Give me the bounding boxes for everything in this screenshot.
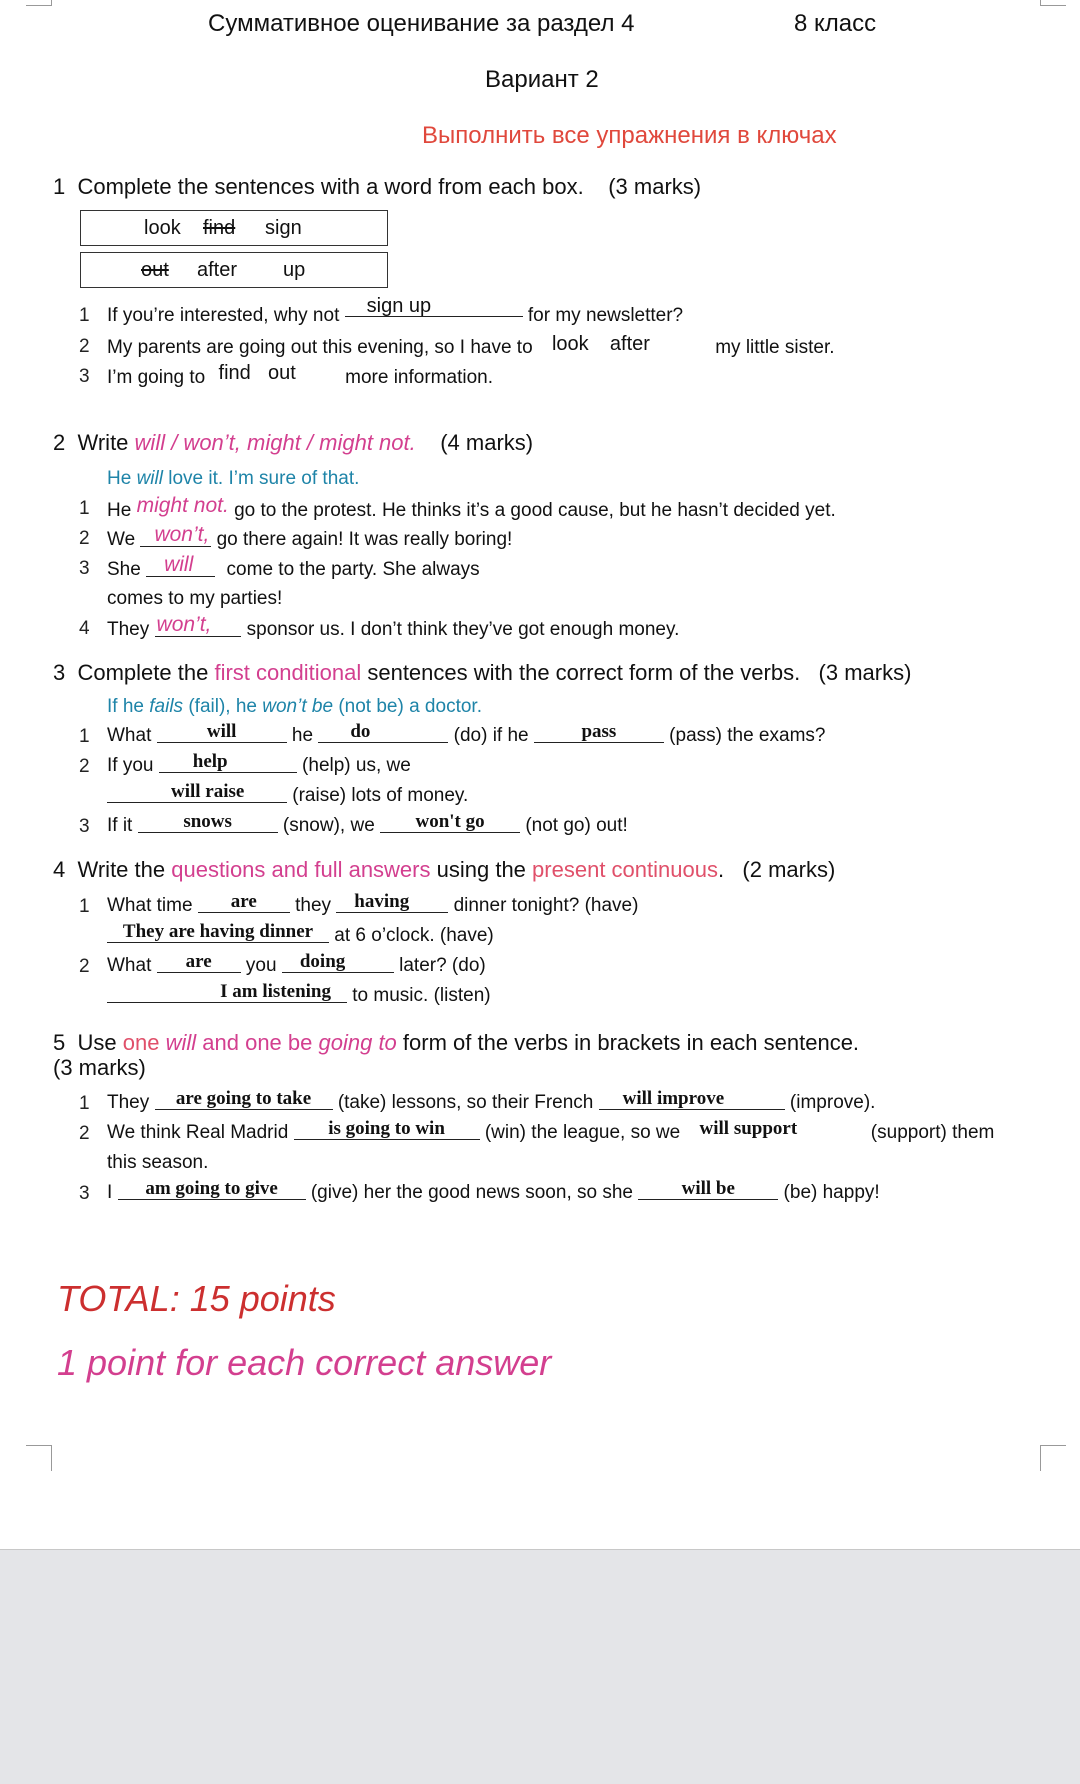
exercise-marks: (3 marks) bbox=[818, 660, 912, 685]
sentence-text: We bbox=[107, 529, 136, 550]
exercise-number: 2 bbox=[53, 430, 66, 455]
sentence-text: to music. (listen) bbox=[352, 985, 491, 1006]
sentence-text: We think Real Madrid bbox=[107, 1122, 289, 1143]
sentence-text: (help) us, we bbox=[302, 755, 411, 776]
answer-blank: are bbox=[157, 952, 241, 973]
sentence-continuation bbox=[107, 981, 491, 1006]
sentence bbox=[107, 721, 826, 746]
answer-blank: will bbox=[157, 722, 287, 743]
exercise-title: Complete the sentences with a word from each box. bbox=[77, 174, 584, 199]
page-corner-mark bbox=[26, 0, 52, 6]
exercise-marks: (3 marks) bbox=[608, 174, 702, 199]
sentence bbox=[107, 951, 486, 976]
exercise-marks: (3 marks) bbox=[53, 1055, 146, 1080]
exercise-title: Use bbox=[77, 1030, 117, 1055]
answer-blank: I am listening bbox=[107, 982, 347, 1003]
answer-blank: will be bbox=[638, 1179, 778, 1200]
sentence-continuation: comes to my parties! bbox=[107, 588, 283, 609]
example-text: (fail), he bbox=[188, 696, 257, 717]
sentence-text: What bbox=[107, 725, 152, 746]
exercise-title-highlight: will / won’t, might / might not. bbox=[134, 430, 416, 455]
sentence-text: If it bbox=[107, 815, 133, 836]
box-word: look bbox=[144, 217, 181, 239]
sentence bbox=[107, 1118, 995, 1143]
sentence-text: She bbox=[107, 559, 141, 580]
answer-blank: They are having dinner bbox=[107, 922, 329, 943]
exercise-marks: (4 marks) bbox=[440, 430, 534, 455]
answer-blank: will raise bbox=[107, 782, 287, 803]
sentence-text: (snow), we bbox=[282, 815, 375, 836]
exercise-title: Complete the bbox=[77, 660, 209, 685]
item-number: 1 bbox=[79, 498, 90, 519]
answer-blank: doing bbox=[282, 952, 394, 973]
item-number: 2 bbox=[79, 1123, 90, 1144]
sentence-text: (win) the league, so we bbox=[484, 1122, 681, 1143]
page-title: Суммативное оценивание за раздел 4 bbox=[208, 10, 635, 37]
answer-word: out bbox=[268, 362, 296, 384]
sentence-text: They bbox=[107, 1092, 150, 1113]
sentence bbox=[107, 613, 680, 640]
handwritten-answer: will bbox=[146, 554, 215, 577]
sentence-text: (take) lessons, so their French bbox=[337, 1092, 594, 1113]
sentence bbox=[107, 1088, 876, 1113]
sentence-text: more information. bbox=[345, 367, 493, 388]
sentence bbox=[107, 811, 628, 836]
total-points: TOTAL: 15 points bbox=[57, 1278, 336, 1319]
sentence bbox=[107, 362, 493, 388]
example-sentence bbox=[107, 468, 359, 490]
answer-word: find bbox=[218, 362, 251, 384]
sentence-text: They bbox=[107, 619, 150, 640]
exercise-number: 4 bbox=[53, 857, 66, 882]
item-number: 2 bbox=[79, 528, 90, 549]
answer-blank: having bbox=[336, 892, 448, 913]
example-text: (not be) a doctor. bbox=[338, 696, 482, 717]
sentence-continuation bbox=[107, 781, 469, 806]
sentence-text: sponsor us. I don’t think they’ve got enough money. bbox=[246, 619, 680, 640]
example-sentence bbox=[107, 696, 482, 718]
answer-blank: are going to take bbox=[155, 1089, 333, 1110]
grade-label: 8 класс bbox=[794, 10, 877, 37]
exercise-title: Write the bbox=[77, 857, 166, 882]
answer-word: after bbox=[609, 333, 650, 355]
answer-blank: sign up bbox=[345, 296, 523, 317]
example-text: If he bbox=[107, 696, 144, 717]
sentence-text: later? (do) bbox=[399, 955, 486, 976]
sentence-text: you bbox=[245, 955, 277, 976]
sentence-text: he bbox=[291, 725, 314, 746]
exercise-title: . bbox=[717, 857, 725, 882]
answer-blank: is going to win bbox=[294, 1119, 480, 1140]
box-word-crossed: out bbox=[141, 259, 169, 281]
sentence-text: come to the party. She always bbox=[226, 559, 480, 580]
item-number: 3 bbox=[79, 558, 90, 579]
exercise-number: 1 bbox=[53, 174, 66, 199]
exercise-title: Write bbox=[77, 430, 129, 455]
sentence-text: If you’re interested, why not bbox=[107, 305, 340, 326]
exercise-title-highlight: will bbox=[165, 1030, 197, 1055]
handwritten-answer: might not. bbox=[136, 494, 229, 517]
answer-blank: pass bbox=[534, 722, 664, 743]
item-number: 1 bbox=[79, 1093, 90, 1114]
page-corner-mark bbox=[1040, 1445, 1066, 1471]
sentence-text: at 6 o’clock. (have) bbox=[334, 925, 494, 946]
sentence-text: for my newsletter? bbox=[527, 305, 684, 326]
sentence bbox=[107, 891, 639, 916]
exercise-title-highlight: and one be bbox=[202, 1030, 313, 1055]
item-number: 1 bbox=[79, 305, 90, 326]
exercise-title-highlight: present continuous bbox=[532, 857, 718, 882]
sentence-text: (improve). bbox=[789, 1092, 876, 1113]
handwritten-answer: won’t, bbox=[155, 614, 242, 637]
handwritten-answer: won’t, bbox=[140, 524, 211, 547]
answer-blank: help bbox=[159, 752, 297, 773]
sentence bbox=[107, 523, 513, 550]
exercise-5-heading bbox=[53, 1030, 859, 1056]
box-word: up bbox=[283, 259, 306, 281]
box-word: sign bbox=[265, 217, 302, 239]
sentence-continuation: this season. bbox=[107, 1152, 209, 1173]
sentence-text: (raise) lots of money. bbox=[292, 785, 469, 806]
example-text: He bbox=[107, 468, 132, 489]
sentence bbox=[107, 1178, 880, 1203]
answer-blank: do bbox=[318, 722, 448, 743]
exercise-4-heading bbox=[53, 857, 835, 883]
answer-blank: will support bbox=[699, 1118, 798, 1139]
sentence-text: dinner tonight? (have) bbox=[453, 895, 639, 916]
sentence-text: What time bbox=[107, 895, 193, 916]
sentence-text: go to the protest. He thinks it’s a good cause, but he hasn’t decided yet. bbox=[234, 500, 836, 521]
sentence bbox=[107, 751, 411, 776]
exercise-2-heading bbox=[53, 430, 533, 456]
sentence-text: (give) her the good news soon, so she bbox=[310, 1182, 633, 1203]
exercise-1-heading bbox=[53, 174, 701, 200]
word-box-1 bbox=[80, 210, 388, 246]
sentence bbox=[107, 553, 480, 580]
example-text: fails bbox=[149, 696, 184, 717]
sentence-text: What bbox=[107, 955, 152, 976]
sentence bbox=[107, 333, 835, 356]
word-box-2 bbox=[80, 252, 388, 288]
exercise-title-highlight: questions and full answers bbox=[171, 857, 431, 882]
exercise-title-highlight: first conditional bbox=[214, 660, 362, 685]
item-number: 1 bbox=[79, 896, 90, 917]
sentence-text: My parents are going out this evening, so I have to bbox=[107, 337, 533, 358]
exercise-title-highlight: one bbox=[122, 1030, 160, 1055]
exercise-marks: (2 marks) bbox=[742, 857, 836, 882]
sentence-text: I’m going to bbox=[107, 367, 206, 388]
item-number: 2 bbox=[79, 956, 90, 977]
page-corner-mark bbox=[1040, 0, 1066, 6]
exercise-title: form of the verbs in brackets in each sentence. bbox=[402, 1030, 860, 1055]
sentence-text: they bbox=[295, 895, 332, 916]
answer-blank: won't go bbox=[380, 812, 520, 833]
answer-blank: are bbox=[198, 892, 290, 913]
example-text: won’t be bbox=[262, 696, 334, 717]
box-word: after bbox=[197, 259, 238, 281]
sentence bbox=[107, 494, 836, 521]
exercise-title: using the bbox=[436, 857, 526, 882]
box-word-crossed: find bbox=[203, 217, 236, 239]
item-number: 4 bbox=[79, 618, 90, 639]
exercise-3-heading bbox=[53, 660, 911, 686]
sentence bbox=[107, 295, 684, 326]
sentence-text: (pass) the exams? bbox=[669, 725, 826, 746]
answer-blank: snows bbox=[138, 812, 278, 833]
sentence-text: (support) them bbox=[870, 1122, 995, 1143]
answer-blank: am going to give bbox=[118, 1179, 306, 1200]
sentence-text: He bbox=[107, 500, 132, 521]
item-number: 1 bbox=[79, 726, 90, 747]
item-number: 2 bbox=[79, 756, 90, 777]
sentence-text: (not go) out! bbox=[525, 815, 628, 836]
sentence-text: (do) if he bbox=[453, 725, 529, 746]
exercise-title: sentences with the correct form of the verbs. bbox=[367, 660, 801, 685]
sentence-text: If you bbox=[107, 755, 154, 776]
sentence-text: go there again! It was really boring! bbox=[216, 529, 513, 550]
item-number: 3 bbox=[79, 1183, 90, 1204]
sentence-text: my little sister. bbox=[715, 337, 835, 358]
sentence-text: I bbox=[107, 1182, 113, 1203]
sentence-continuation bbox=[107, 921, 494, 946]
scoring-note: 1 point for each correct answer bbox=[57, 1342, 552, 1383]
answer-word: look bbox=[551, 333, 589, 355]
instruction-text: Выполнить все упражнения в ключах bbox=[422, 122, 837, 149]
answer-blank: will improve bbox=[599, 1089, 785, 1110]
variant-label: Вариант 2 bbox=[485, 66, 599, 93]
item-number: 3 bbox=[79, 816, 90, 837]
example-text: love it. I’m sure of that. bbox=[168, 468, 360, 489]
sentence-text: (be) happy! bbox=[783, 1182, 880, 1203]
item-number: 2 bbox=[79, 336, 90, 357]
exercise-title-highlight: going to bbox=[318, 1030, 397, 1055]
exercise-number: 5 bbox=[53, 1030, 66, 1055]
example-text: will bbox=[136, 468, 163, 489]
exercise-number: 3 bbox=[53, 660, 66, 685]
page-corner-mark bbox=[26, 1445, 52, 1471]
item-number: 3 bbox=[79, 366, 90, 387]
